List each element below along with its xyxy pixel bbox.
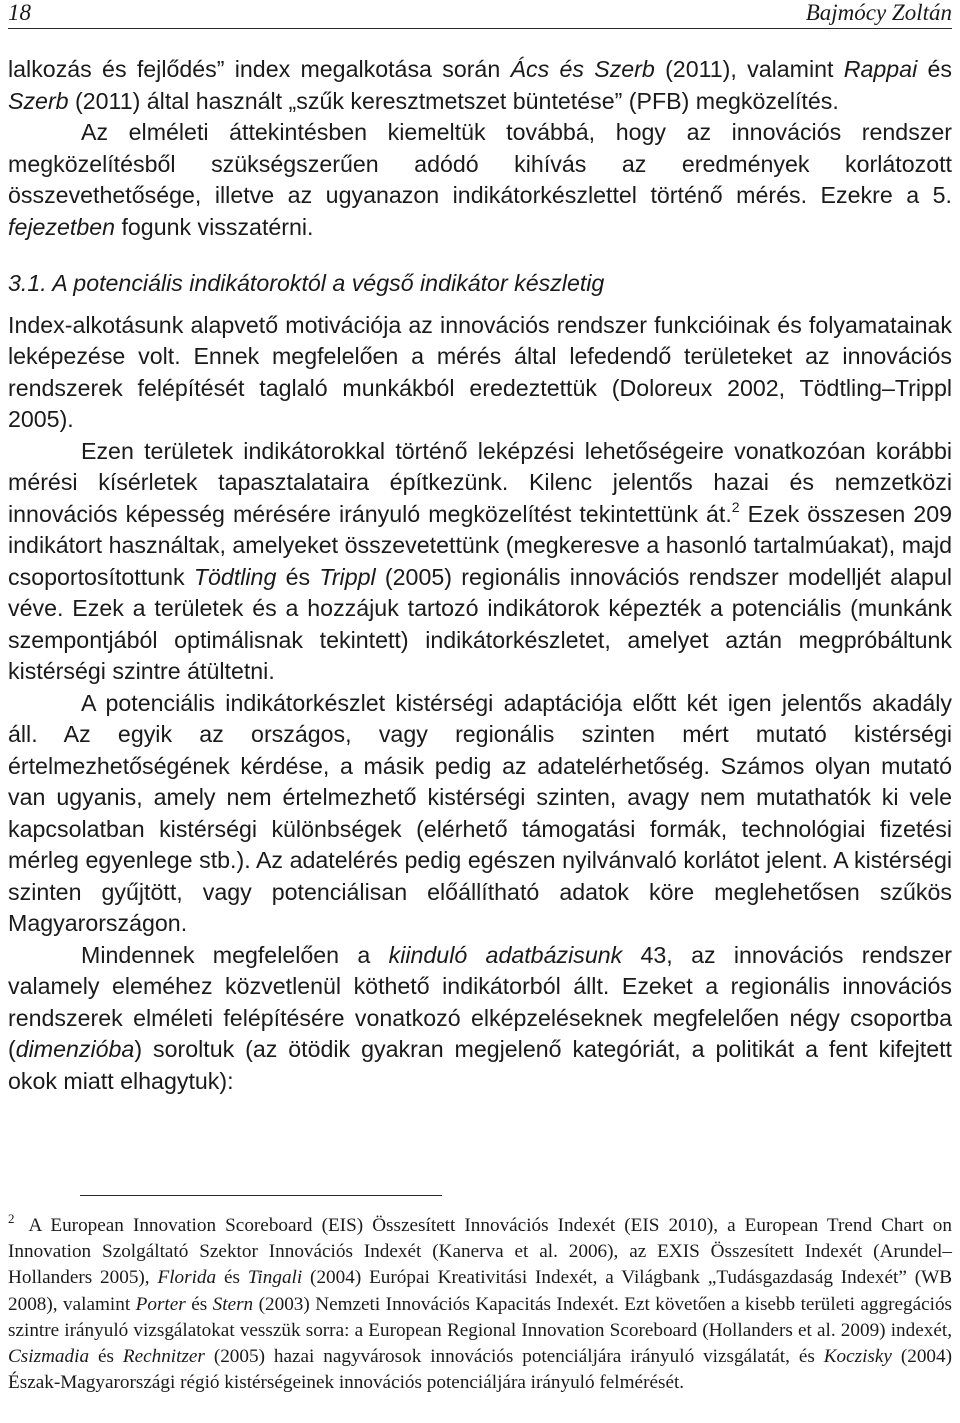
text-run: és <box>89 1346 123 1368</box>
italic-author: Koczisky <box>823 1346 892 1368</box>
text-run: (2004) Európai Kreativitási Indexét, a Világbank „Tudásgazdaság Indexét” (WB 2008), valamint <box>8 1267 952 1315</box>
text-run: A European Innovation Scoreboard (EIS) Összesített Innovációs Indexét (EIS 2010), a European Trend Chart on Innovation Szolgáltató Szektor Innovációs Indexét (Kanerva et al. 2006), az EXIS Összesített Indexét (Arundel–Hollanders 2005), <box>8 1215 952 1289</box>
italic-term: dimenzióba <box>15 1036 135 1062</box>
text-run: (2011) által használt „szűk keresztmetszet büntetése” (PFB) megközelítés. <box>68 87 839 114</box>
text-run: (2004) Észak-Magyarországi régió kistérségeinek innovációs potenciáljára irányuló felmérését. <box>8 1346 952 1394</box>
running-title: Bajmócy Zoltán <box>805 0 952 25</box>
italic-author: Ács és Szerb <box>510 56 655 82</box>
text-run: 43, az innovációs rendszer valamely eleméhez közvetlenül köthető indikátorból állt. Ezeket a regionális innovációs rendszerek elméleti felépítésére vonatkozó elképzeléseknek megfelelően négy csoportba ( <box>8 941 952 1062</box>
text-run: és <box>216 1267 248 1289</box>
text-run: (2011), valamint <box>654 56 844 82</box>
text-run: és <box>917 56 952 82</box>
text-run: fogunk visszatérni. <box>115 213 314 240</box>
italic-author: Szerb <box>8 87 69 114</box>
text-run: Mindennek megfelelően a <box>81 941 389 968</box>
paragraph <box>8 688 952 940</box>
italic-author: Tödtling <box>193 563 277 590</box>
section-heading: 3.1. A potenciális indikátoroktól a végső indikátor készletig <box>8 270 605 296</box>
italic-author: Trippl <box>319 563 376 590</box>
italic-term: fejezetben <box>8 213 116 240</box>
italic-author: Csizmadia <box>8 1346 90 1368</box>
text-run: és <box>185 1293 213 1315</box>
italic-author: Rechnitzer <box>122 1346 205 1368</box>
paragraph <box>8 117 952 243</box>
italic-author: Florida <box>157 1267 217 1289</box>
text-run: Ezen területek indikátorokkal történő leképzési lehetőségeire vonatkozóan korábbi mérési kísérletek tapasztalataira építkezünk. Kilenc jelentős hazai és nemzetközi innovációs képesség mérésére irányuló megközelítést tekintettünk át. <box>8 437 952 527</box>
page-number: 18 <box>8 0 31 25</box>
paragraph <box>8 310 952 436</box>
text-run: (2005) hazai nagyvárosok innovációs potenciáljára irányuló vizsgálatát, és <box>204 1346 824 1368</box>
italic-author: Rappai <box>843 56 918 82</box>
text-run: lalkozás és fejlődés” index megalkotása során <box>8 56 511 82</box>
footnote-divider <box>80 1195 442 1196</box>
text-run: ) soroltuk (az ötödik gyakran megjelenő kategóriát, a politikát a fent kifejtett okok miatt elhagytuk): <box>8 1036 952 1094</box>
text-run: A potenciális indikátorkészlet kistérségi adaptációja előtt két igen jelentős akadály áll. Az egyik az országos, vagy regionális szinten mért mutató kistérségi értelmezhetőségének kérdése, a másik pedig az adatelérhetőség. Számos olyan mutató van ugyanis, amely nem értelmezhető kistérségi szinten, avagy nem mutathatók ki vele kapcsolatban kistérségi különbségek (elérhető támogatási formák, technológiai fizetési mérleg egyenlege stb.). Az adatelérés pedig egészen nyilvánvaló korlátot jelent. A kistérségi szinten gyűjtött, vagy potenciálisan előállítható adatok köre meglehetősen szűkös Magyarországon. <box>8 689 952 936</box>
italic-author: Porter <box>135 1293 186 1315</box>
footnote-mark: 2 <box>8 1211 15 1226</box>
running-header <box>8 0 952 29</box>
main-text <box>8 54 952 1097</box>
text-run: Az elméleti áttekintésben kiemeltük továbbá, hogy az innovációs rendszer megközelítésből szükségszerűen adódó kihívás az eredmények korlátozott összevethetősége, illetve az ugyanazon indikátorkészlettel történő mérés. Ezekre a 5. <box>8 119 952 208</box>
paragraph <box>8 940 952 1098</box>
italic-term: kiinduló adatbázisunk <box>388 941 623 968</box>
footnote-reference[interactable]: 2 <box>731 498 740 515</box>
text-run: Index-alkotásunk alapvető motivációja az innovációs rendszer funkcióinak és folyamatainak leképezése volt. Ennek megfelelően a mérés által lefedendő területeket az innovációs rendszerek felépítését taglaló munkákból eredeztettük (Doloreux 2002, Tödtling–Trippl 2005). <box>8 311 952 432</box>
text-run: (2005) regionális innovációs rendszer modelljét alapul véve. Ezek a területek és a hozzájuk tartozó indikátorok képezték a potenciális (munkánk szempontjából optimálisnak tekintett) indikátorkészletet, amelyet aztán megpróbáltunk kistérségi szintre átültetni. <box>8 563 953 684</box>
paragraph-continued <box>8 54 952 117</box>
text-run: és <box>276 563 320 590</box>
footnote <box>8 1213 952 1396</box>
text-run: (2003) Nemzeti Innovációs Kapacitás Indexét. Ezt követően a kisebb területi aggregációs szintre irányuló vizsgálatokat vesszük sorra: a European Regional Innovation Scoreboard (Hollanders et al. 2009) indexét, <box>8 1293 952 1341</box>
paragraph <box>8 436 952 688</box>
italic-author: Stern <box>212 1293 254 1315</box>
italic-author: Tingali <box>247 1267 303 1289</box>
text-run: Ezek összesen 209 indikátort használtak, amelyeket összevetettünk (megkeresve a hasonló tartalmúakat), majd csoportosítottunk <box>8 500 952 590</box>
